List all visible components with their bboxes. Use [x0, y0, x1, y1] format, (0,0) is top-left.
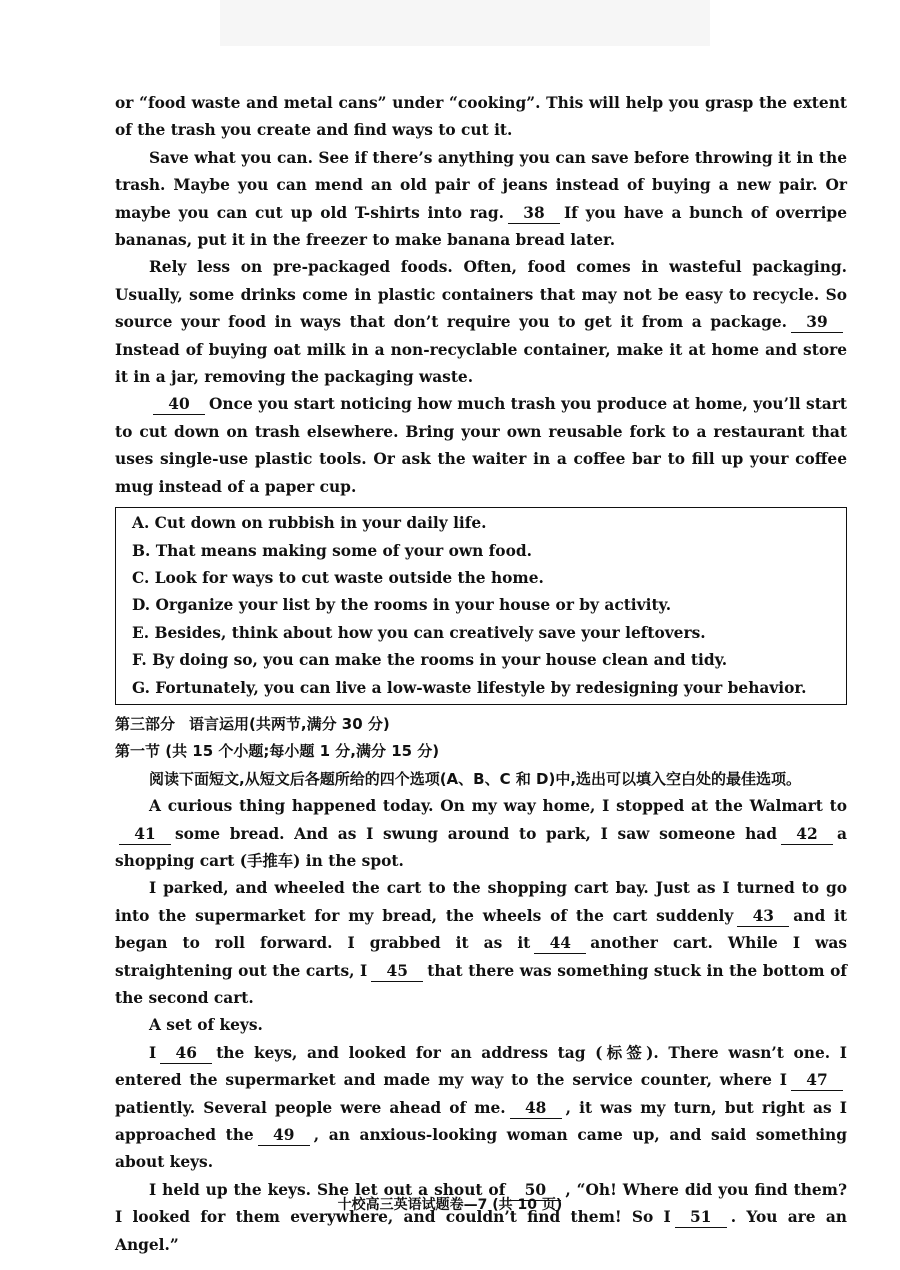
answer-blank-42: 42	[781, 824, 833, 845]
option-b: B. That means making some of your own food.	[132, 541, 532, 560]
options-box	[115, 507, 847, 705]
option-c: C. Look for ways to cut waste outside the home.	[132, 568, 544, 587]
passage-paragraph: 40 Once you start noticing how much trash you produce at home, you’ll start to cut down on trash elsewhere. Bring your own reusable fork to a restaurant that uses single-use plastic tools. Or ask the waiter in a coffee bar to fill up your coffee mug instead of a paper cup.	[115, 395, 847, 496]
passage-paragraph: or “food waste and metal cans” under “cooking”. This will help you grasp the extent of the trash you create and find ways to cut it.	[115, 94, 847, 140]
option-f: F. By doing so, you can make the rooms in your house clean and tidy.	[132, 651, 728, 670]
option-a: A. Cut down on rubbish in your daily life.	[132, 514, 487, 533]
cloze-paragraph: I held up the keys. She let out a shout of 50 , “Oh! Where did you find them? I looked for them everywhere, and couldn’t find them! So I 51 . You are an Angel.”	[115, 1180, 847, 1254]
passage-paragraph: Rely less on pre-packaged foods. Often, food comes in wasteful packaging. Usually, some drinks come in plastic containers that may not be easy to recycle. So source your food in ways that don’t require you to get it from a package. 39Instead of buying oat milk in a non-recyclable container, make it at home and store it in a jar, removing the packaging waste.	[115, 258, 847, 387]
option-e: E. Besides, think about how you can creatively save your leftovers.	[132, 623, 706, 642]
scan-header-band	[220, 0, 710, 46]
cloze-paragraph: I 46 the keys, and looked for an address tag (标签). There wasn’t one. I entered the supermarket and made my way to the service counter, where I 47patiently. Several people were ahead of me. 48 , it was my turn, but right as I approached the 49 , an anxious-looking woman came up, and said something about keys.	[115, 1043, 848, 1172]
answer-blank-50: 50	[509, 1180, 561, 1201]
answer-blank-47: 47	[791, 1070, 843, 1091]
option-d: D. Organize your list by the rooms in your house or by activity.	[132, 596, 672, 615]
answer-blank-38: 38	[508, 203, 560, 224]
page-content	[115, 90, 847, 1259]
answer-blank-51: 51	[675, 1207, 727, 1228]
part-title: 第三部分 语言运用(共两节,满分 30 分)	[115, 714, 390, 733]
answer-blank-40: 40	[153, 394, 205, 415]
option-g: G. Fortunately, you can live a low-waste lifestyle by redesigning your behavior.	[132, 678, 807, 697]
cloze-paragraph: I parked, and wheeled the cart to the shopping cart bay. Just as I turned to go into the supermarket for my bread, the wheels of the cart suddenly 43 and it began to roll forward. I grabbed it as it 44 another cart. While I was straightening out the carts, I 45 that there was something stuck in the bottom of the second cart.	[115, 879, 847, 1007]
answer-blank-41: 41	[119, 824, 171, 845]
cloze-paragraph: A curious thing happened today. On my way home, I stopped at the Walmart to41 some bread. And as I swung around to park, I saw someone had 42 a shopping cart (手推车) in the spot.	[115, 797, 847, 870]
section-title: 第一节 (共 15 个小题;每小题 1 分,满分 15 分)	[115, 742, 440, 761]
answer-blank-49: 49	[258, 1125, 310, 1146]
instruction-text: 阅读下面短文,从短文后各题所给的四个选项(A、B、C 和 D)中,选出可以填入空白处的最佳选项。	[149, 769, 802, 788]
page-footer: 十校高三英语试题卷—7 (共 10 页)	[337, 1197, 563, 1213]
answer-blank-46: 46	[160, 1043, 212, 1064]
answer-blank-48: 48	[510, 1098, 562, 1119]
answer-blank-39: 39	[791, 312, 843, 333]
answer-blank-43: 43	[737, 906, 789, 927]
cloze-paragraph: A set of keys.	[149, 1016, 263, 1035]
answer-blank-44: 44	[534, 933, 586, 954]
passage-paragraph: Save what you can. See if there’s anything you can save before throwing it in the trash. Maybe you can mend an old pair of jeans instead of buying a new pair. Or maybe you can cut up old T-shirts into rag. 38 If you have a bunch of overripe bananas, put it in the freezer to make banana bread later.	[115, 148, 847, 250]
answer-blank-45: 45	[371, 961, 423, 982]
